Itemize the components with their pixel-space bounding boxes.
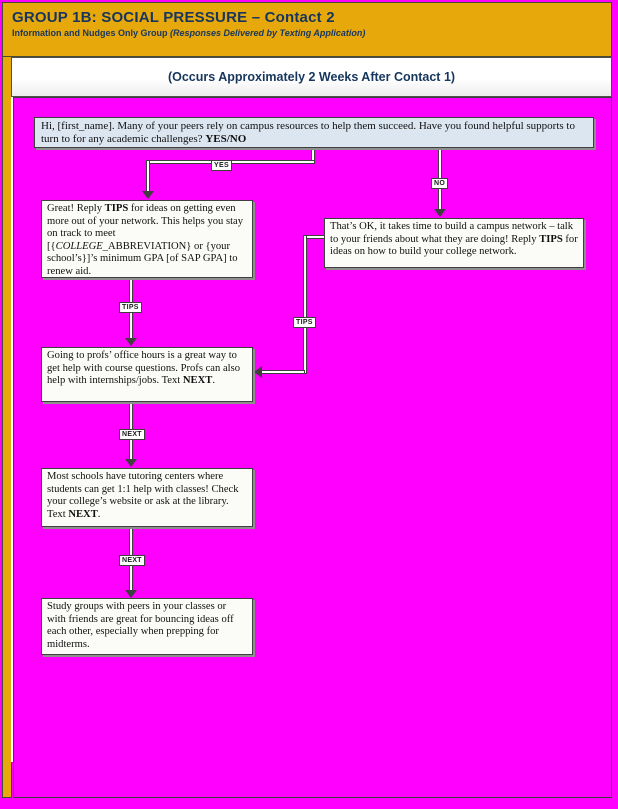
yes-reply-node: Great! Reply TIPS for ideas on getting even more out of your network. This helps you stay on track to meet [{COLLEGE_ABBREVIATION} or {your school’s}]’s minimum GPA [of SAP GPA] to renew aid. [41, 200, 253, 278]
flowchart-canvas [13, 97, 612, 798]
arrow-down-icon [125, 590, 137, 598]
arrow-left-icon [254, 366, 262, 378]
yes-label: YES [211, 160, 232, 171]
arrow-down-icon [434, 209, 446, 217]
office-hours-node: Going to profs’ office hours is a great way to get help with course questions. Profs can also help with internships/jobs. Text NEXT. [41, 347, 253, 402]
tips-label-1: TIPS [119, 302, 142, 313]
connector-tips-b-vertical [303, 235, 307, 374]
page-title: GROUP 1B: SOCIAL PRESSURE – Contact 2 [12, 9, 335, 26]
next-label-1: NEXT [119, 429, 145, 440]
arrow-down-icon [125, 459, 137, 467]
page-subtitle: Information and Nudges Only Group (Responses Delivered by Texting Application) [12, 28, 366, 38]
tutoring-node: Most schools have tutoring centers where students can get 1:1 help with classes! Check your college’s website or ask at the library. Text NEXT. [41, 468, 253, 527]
question-node: Hi, [first_name]. Many of your peers rely on campus resources to help them succeed. Have you found helpful supports to turn to for any academic challenges? YES/NO [34, 117, 594, 148]
timing-banner [11, 57, 612, 97]
connector-tips-b-horizontal [261, 370, 305, 374]
arrow-down-icon [142, 191, 154, 199]
next-label-2: NEXT [119, 555, 145, 566]
no-reply-node: That’s OK, it takes time to build a campus network – talk to your friends about what they are doing! Reply TIPS for ideas on how to build your college network. [324, 218, 584, 268]
no-label: NO [431, 178, 448, 189]
study-groups-node: Study groups with peers in your classes or with friends are great for bouncing ideas off each other, especially when prepping for midterms. [41, 598, 253, 655]
arrow-down-icon [125, 338, 137, 346]
connector-yes-vertical [146, 160, 150, 193]
header-band [2, 2, 612, 57]
timing-banner-text: (Occurs Approximately 2 Weeks After Contact 1) [167, 70, 456, 84]
tips-label-2: TIPS [293, 317, 316, 328]
